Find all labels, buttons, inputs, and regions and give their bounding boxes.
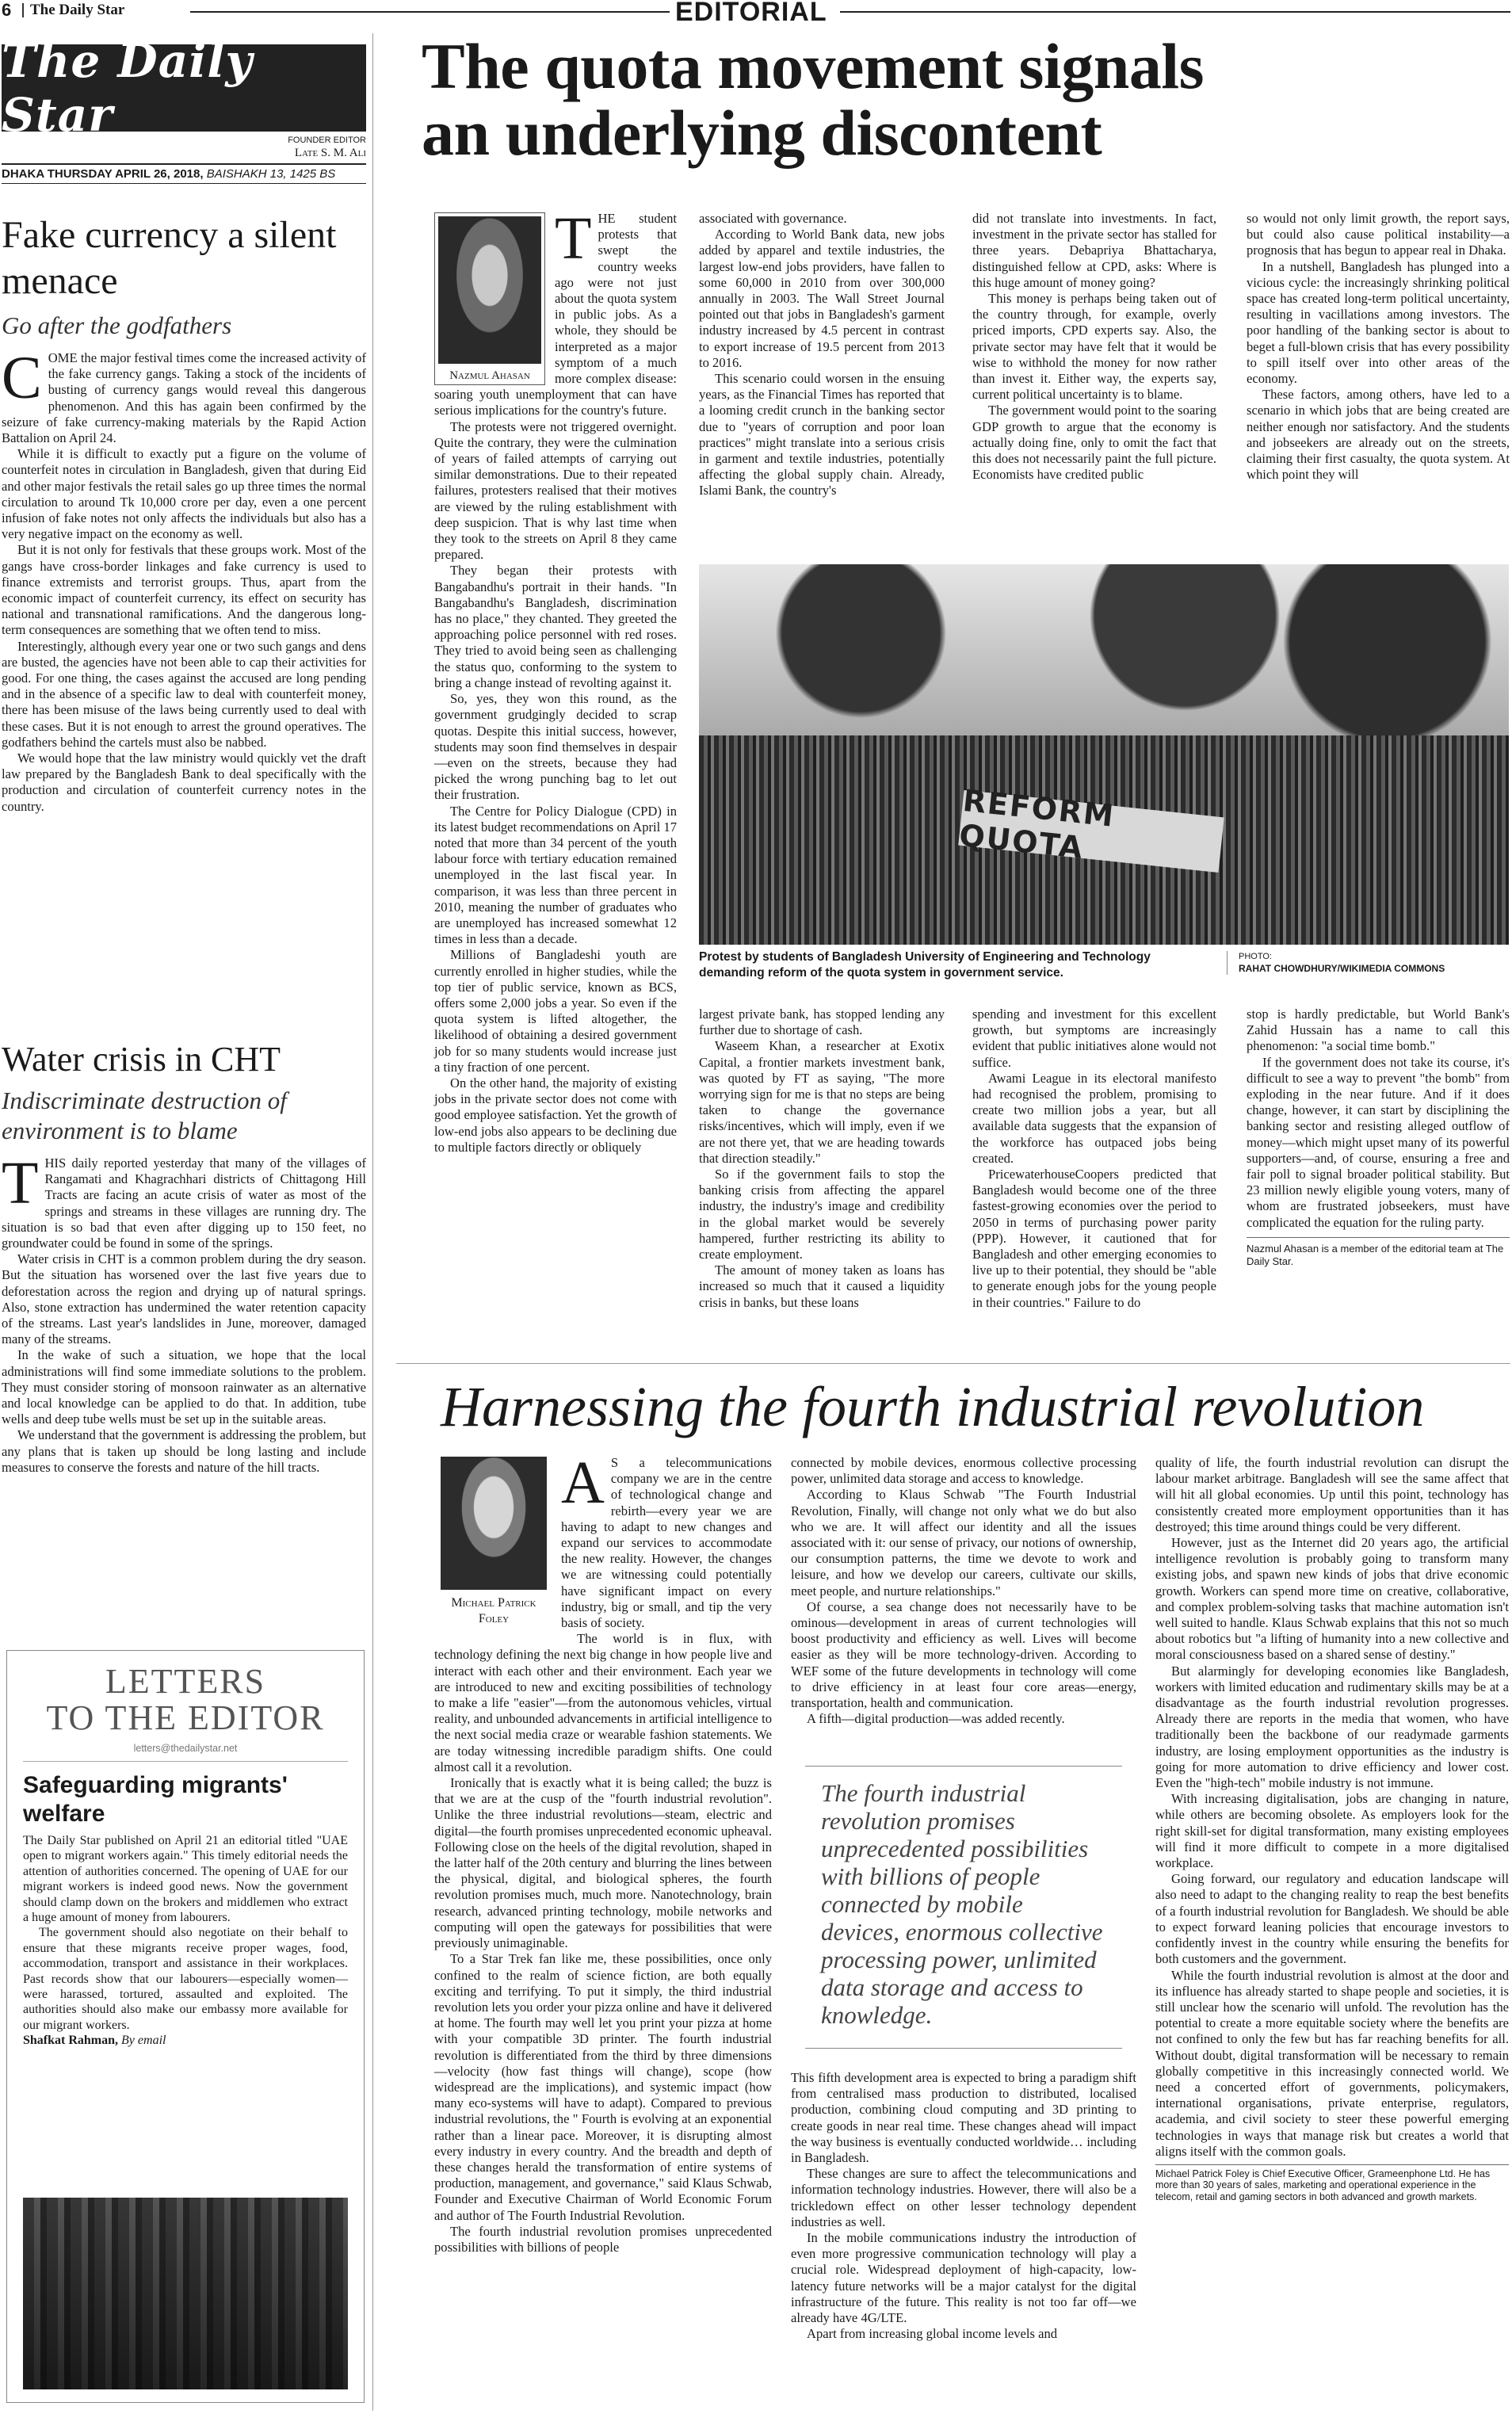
paragraph: The protests were not triggered overnight. Quite the contrary, they were the culmination of years of failed attempts of carrying out similar demonstrations. Due to their repeated failures, protesters realised that their motives are viewed by the ruling establishment with deep suspicion. That is why last time when they took to the streets on April 8 they came prepared. xyxy=(434,418,677,563)
editorial-fake-currency xyxy=(2,212,366,815)
dropcap: C xyxy=(2,345,42,411)
paragraph: This money is perhaps being taken out of the country through, for example, overly priced imports, CPD experts say. Also, the private sector may have felt that it would be wise to withhold the money for now rather than invest it. Either way, the experts say, current political uncertainty is to blame. xyxy=(972,291,1216,403)
paragraph: so would not only limit growth, the report says, but could also cause political instability—a prognosis that has begun to appear real in Dhaka. xyxy=(1247,211,1510,258)
article1-headline xyxy=(422,30,1507,169)
masthead-logo-text: The Daily Star xyxy=(2,34,254,142)
paragraph: Of course, a sea change does not necessarily have to be ominous—development in areas of current technologies will boost productivity and efficiency as well. Lives will become easier as they will be more technology-driven. According to WEF some of the future developments in technology will come to drive efficiency in at least four core areas—energy, transportation, health and communication. xyxy=(791,1599,1136,1711)
page-header-paper-name: The Daily Star xyxy=(30,2,125,18)
paragraph: In the mobile communications industry the introduction of even more progressive communication technology will play a crucial role. Widespread deployment of high-capacity, low-latency future networks will be a major catalyst for the digital infrastructure of the future. This reality is not too far off—we already have 4G/LTE. xyxy=(791,2230,1136,2326)
bio-text: Michael Patrick Foley is Chief Executive Officer, Grameenphone Ltd. He has more than 30 years of sales, marketing and operational experience in the telecom, retail and gaming sectors in both advanced and growth markets. xyxy=(1155,2168,1491,2202)
article1-col4-bottom xyxy=(1247,1006,1510,1268)
article1-col3-bottom xyxy=(972,1006,1216,1311)
pull-quote-text: The fourth industrial revolution promises unprecedented possibilities with billions of people connected by mobile devices, enormous collective processing power, unlimited data storage and access to knowledge. xyxy=(821,1779,1103,2029)
page-header-rule-right xyxy=(840,11,1510,13)
paragraph: We would hope that the law ministry would quickly vet the draft law prepared by the Bangladesh Bank to deal specifically with the production and circulation of counterfeit currency notes in the country. xyxy=(2,751,366,814)
editorial-title: Fake currency a silent menace xyxy=(2,214,337,302)
bio-text: Nazmul Ahasan is a member of the editorial team at The Daily Star. xyxy=(1247,1242,1504,1267)
dropcap: A xyxy=(561,1450,605,1516)
paragraph: HE student protests that swept the country weeks ago were not just about the quota system in public jobs. As a whole, they should be interpreted as a major symptom of a much more complex disease: soaring youth unemployment that can have serious implications for the country's future. xyxy=(434,211,677,418)
author-name-line2: Foley xyxy=(478,1612,510,1625)
column-divider xyxy=(372,33,373,2411)
paragraph: A fifth—digital production—was added recently. xyxy=(807,1711,1065,1727)
dateline: DHAKA THURSDAY APRIL 26, 2018, xyxy=(2,167,204,181)
editorial-subtitle: Indiscriminate destruction of environment is to blame xyxy=(2,1087,287,1144)
paragraph: They began their protests with Bangabandhu's portrait in their hands. "In Bangabandhu's Bangladesh, discrimination has no place," they chanted. They greeted the approaching police personnel with red roses. They tried to avoid being seen as challenging the status quo, conforming to the system to bring a change instead of revolting against it. xyxy=(434,563,677,690)
article1-col3 xyxy=(972,211,1216,483)
letter-signature xyxy=(23,2033,348,2048)
paragraph: Water crisis in CHT is a common problem during the dry season. But the situation has worsened over the last five years due to deforestation across the region and drying up of natural springs. Also, stone extraction has undermined the water retention capacity of the streams. Last year's landslides in June, moreover, damaged many of the streams. xyxy=(2,1251,366,1347)
paragraph: These changes are sure to affect the telecommunications and information technology industries. However, there will also be a trickledown effect on other lesser technology dependent industries as well. xyxy=(791,2166,1136,2229)
paragraph: In a nutshell, Bangladesh has plunged into a vicious cycle: the increasingly shrinking political space has created long-term political uncertainty, resulting in vacillations among investors. The poor handling of the banking sector is about to beget a full-blown crisis that has every possibility to spill itself over into other areas of the economy. xyxy=(1247,258,1510,387)
page-header-divider xyxy=(22,3,24,17)
editorial-first-paragraph xyxy=(2,345,366,446)
paragraph: The Daily Star published on April 21 an editorial titled "UAE open to migrant workers again." This timely editorial needs the attention of authorities concerned. The opening of UAE for our migrant workers is indeed good news. Now the government should clamp down on the brokers and middlemen who extract a huge amount of money from labourers. xyxy=(23,1834,348,1925)
paragraph: spending and investment for this excellent growth, but symptoms are increasingly evident that public initiatives alone would not suffice. xyxy=(972,1006,1216,1070)
page-header xyxy=(0,0,1512,27)
paragraph: S a telecommunications company we are in the centre of technological change and rebirth—every year we are having to adapt to new changes and expand our services to accommodate the new reality. However, the changes we are witnessing could potentially have significant impact on every industry, big or small, and tip the very basis of society. xyxy=(561,1455,772,1631)
article1-col1 xyxy=(434,205,678,1155)
paragraph: To a Star Trek fan like me, these possibilities, once only confined to the realm of science fiction, are both equally exciting and terrifying. To put it simply, the third industrial revolution lets you order your pizza online and have it delivered at home. The fourth may well let you print your pizza at home with your compatible 3D printer. The fourth industrial revolution is differentiated from the third by three dimensions—velocity (how fast things will change), scope (how widespread are the implications), and systemic impact (how many eco-systems will have to adapt). Compared to previous industrial revolutions, the " Fourth is evolving at an exponential rather than a linear pace. Moreover, it is disrupting almost every industry in every country. And the breadth and depth of these changes herald the transformation of entire systems of production, management, and governance," said Klaus Schwab, Founder and Executive Chairman of World Economic Forum and author of The Fourth Industrial Revolution. xyxy=(434,1951,772,2223)
article2-col2 xyxy=(791,1455,1136,1727)
paragraph: While it is difficult to exactly put a figure on the volume of counterfeit notes in circulation in Bangladesh, given that during Eid and other major festivals the retail sales go up three times the normal circulation to around Tk 10,000 crore per day, even a one percent infusion of fake notes not only affects the individuals but also has a very negative impact on the economy as well. xyxy=(2,446,366,542)
photo-credit-block xyxy=(1227,951,1509,975)
paragraph: This fifth development area is expected to bring a paradigm shift from centralised mass production to distributed, localised production, combining cloud computing and 3D printing to create goods in near real time. These changes ahead will impact the way business is eventually conducted worldwide… including in Bangladesh. xyxy=(791,2070,1136,2166)
founder-name: Late S. M. Ali xyxy=(294,147,366,159)
article1-bio xyxy=(1247,1237,1510,1268)
paragraph: The government would point to the soaring GDP growth to argue that the economy is actually doing fine, only to omit the fact that this does not necessarily paint the full picture. Economists have credited public xyxy=(972,403,1216,483)
paragraph: The amount of money taken as loans has increased so much that it caused a liquidity crisis in banks, but these loans xyxy=(699,1262,945,1310)
paragraph: Millions of Bangladeshi youth are currently enrolled in higher studies, while the top tier of public service, known as BCS, offers some 2,000 jobs a year. So even if the quota system is lifted altogether, the likelihood of obtaining a desired government job for so many students would increase just a tiny fraction of one percent. xyxy=(434,947,677,1075)
letters-header-line2: TO THE EDITOR xyxy=(46,1698,325,1737)
photo-credit: RAHAT CHOWDHURY/WIKIMEDIA COMMONS xyxy=(1239,963,1445,974)
article-separator xyxy=(396,1363,1510,1364)
article2-col3 xyxy=(1155,1455,1509,2202)
headline-line: The quota movement signals xyxy=(422,30,1205,102)
paragraph: However, just as the Internet did 20 years ago, the artificial intelligence revolution is probably going to transform many existing jobs, and spawn new kinds of jobs that drive economic growth. Workers can spend more time on creative, collaborative, and complex problem-solving tasks that machine automation isn't well suited to handle. Klaus Schwab explains that this not so much about robotics but "a lifting of humanity into a new collective and moral consciousness based on a shared sense of destiny." xyxy=(1155,1535,1509,1663)
paragraph: Ironically that is exactly what it is being called; the buzz is that we are at the cusp of the "fourth industrial revolution". Unlike the three industrial revolutions—steam, electric and digital—the fourth promises unprecedented economic upheaval. Following close on the heels of the digital revolution, shaped in the latter half of the 20th century and blurring the lines between the physical, digital, and biological spheres, the fourth revolution promises much, much more. Nanotechnology, brain research, advanced printing technology, mobile networks and computing will open the gateways for possibilities that were previously unimaginable. xyxy=(434,1775,772,1951)
section-label: EDITORIAL xyxy=(675,0,827,27)
letter-body xyxy=(23,1833,348,2049)
paragraph: did not translate into investments. In fact, investment in the private sector has stalled for three years. Debapriya Bhattacharya, distinguished fellow at CPD, asks: Where is this huge amount of money going? xyxy=(972,211,1216,290)
protest-banner xyxy=(957,782,1224,873)
paragraph: connected by mobile devices, enormous collective processing power, unlimited data storage and access to knowledge. xyxy=(791,1455,1136,1487)
page-header-rule-left xyxy=(190,11,670,13)
paragraph: Waseem Khan, a researcher at Exotix Capital, a frontier markets investment bank, was quoted by FT as saying, "The more worrying sign for me is that no steps are being taken to change the governance risks/incentives, which will imply, even if we are not there yet, that we are heading towards that direction steadily." xyxy=(699,1038,945,1166)
letters-box xyxy=(6,1650,365,2403)
letter-title: Safeguarding migrants' welfare xyxy=(23,1772,288,1827)
article1-col2 xyxy=(699,211,945,499)
paragraph: This scenario could worsen in the ensuing years, as the Financial Times has reported that a looming credit crunch in the banking sector due to "years of corruption and poor loan practices" might translate into a serious crisis in garment and textile industries, potentially affecting the global supply chain. Already, Islami Bank, the country's xyxy=(699,371,945,498)
editorial-body xyxy=(2,345,366,815)
editorial-water-crisis xyxy=(2,1040,366,1476)
paragraph: According to Klaus Schwab "The Fourth Industrial Revolution, Finally, will change not only what we do but also who we are. It will affect our identity and all the issues associated with it: our sense of privacy, our notions of ownership, our consumption patterns, the time we devote to work and leisure, and how we develop our careers, cultivate our skills, meet people, and nurture relationships." xyxy=(791,1487,1136,1599)
dateline-bengali: BAISHAKH 13, 1425 BS xyxy=(206,167,336,181)
masthead xyxy=(2,34,366,184)
paragraph: Going forward, our regulatory and education landscape will also need to adapt to the changing reality to reap the best benefits of a fourth industrial revolution for Bangladesh. We should be able to expect forward leaning policies that encourage investors to confidently invest in the country while ensuring the benefits for both customers and the government. xyxy=(1155,1871,1509,1967)
author-name: Nazmul Ahasan xyxy=(449,369,530,382)
letter-signature-name: Shafkat Rahman, xyxy=(23,2034,119,2048)
author-name-line1: Michael Patrick xyxy=(451,1596,536,1610)
editorial-first-paragraph xyxy=(2,1150,366,1251)
paragraph: But it is not only for festivals that these groups work. Most of the gangs have cross-border linkages and fake currency is used to finance extremists and terrorist groups. Thus, apart from the economic impact of counterfeit currency, its effect on security has national and transnational ramifications. And the dangerous long-term consequences are something that we often tend to miss. xyxy=(2,542,366,638)
paragraph: HIS daily reported yesterday that many of the villages of Rangamati and Khagrachhari districts of Chittagong Hill Tracts are facing an acute crisis of water as most of the springs and streams in these villages are running dry. The situation is so bad that even after digging up to 150 feet, no groundwater could be found in some of the springs. xyxy=(2,1155,366,1251)
headline-line: an underlying discontent xyxy=(422,97,1102,169)
photo-caption: Protest by students of Bangladesh University of Engineering and Technology demanding reform of the quota system in government service. xyxy=(699,950,1151,980)
dropcap: T xyxy=(2,1150,39,1217)
photo-credit-label: PHOTO: xyxy=(1239,952,1272,961)
pull-quote xyxy=(805,1766,1122,2049)
article2-col2-bottom xyxy=(791,2070,1136,2342)
editorial-title: Water crisis in CHT xyxy=(2,1040,281,1079)
paragraph: Awami League in its electoral manifesto had recognised the problem, promising to create two million jobs a year, but all available data suggests that the expansion of the workforce has outpaced jobs being created. xyxy=(972,1070,1216,1166)
protest-banner-text: REFORM QUOTA xyxy=(957,782,1117,866)
paragraph: Apart from increasing global income levels and xyxy=(807,2326,1058,2342)
paragraph: If the government does not take its course, it's difficult to see a way to prevent "the bomb" from exploding in the near future. And if it does change, however, it can start by disciplining the banking sector and resisting alleged outflow of money—which might upset many of its powerful supporters—and, of course, ensuring a free and fair poll to signal broader political stability. But 23 million newly eligible young voters, many of whom are frustrated jobseekers, must have complicated the equation for the ruling party. xyxy=(1247,1054,1510,1230)
paragraph: The fourth industrial revolution promises unprecedented possibilities with billions of people xyxy=(434,2223,772,2255)
paragraph: stop is hardly predictable, but World Bank's Zahid Hussain has a name to call this phenomenon: "a social time bomb." xyxy=(1247,1006,1510,1054)
article2-col1 xyxy=(434,1450,772,2255)
paragraph: The world is in flux, with technology defining the next big change in how people live and interact with each other and their environment. Each year we are introduced to new and exciting possibilities of technology to make a life "easier"—from the autonomous vehicles, virtual reality, and unbounded advancements in artificial intelligence to the next social media craze or wearable fashion statements. We are today witnessing incredible paradigm shifts. One could almost call it a revolution. xyxy=(434,1631,772,1774)
paragraph: largest private bank, has stopped lending any further due to shortage of cash. xyxy=(699,1006,945,1038)
article2-headline: Harnessing the fourth industrial revolution xyxy=(441,1375,1425,1438)
paragraph: PricewaterhouseCoopers predicted that Bangladesh would become one of the three fastest-growing economies over the period to 2050 in terms of purchasing power parity (PPP). However, it cautioned that for Bangladesh and other emerging economies to live up to their potential, they should be "able to generate enough jobs for the young people in their countries." Failure to do xyxy=(972,1167,1216,1310)
paragraph: We understand that the government is addressing the problem, but any plans that is taken up should be long lasting and include measures to conserve the forests and nature of the hill tracts. xyxy=(2,1427,366,1475)
paragraph: In the wake of such a situation, we hope that the local administrations will find some immediate solutions to the problem. They must consider storing of monsoon rainwater as an alternative and local knowledge can be applied to do that. In addition, tube wells and deep tube wells must be set up in the suitable areas. xyxy=(2,1347,366,1427)
paragraph: The government should also negotiate on their behalf to ensure that these migrants receive proper wages, food, accommodation, transport and assistance in their workplaces. Past records show that our labourers—especially women—were harassed, tortured, assaulted and exploited. The authorities should also make our embassy more available for our migrant workers. xyxy=(23,1926,348,2032)
page-number: 6 xyxy=(2,0,12,20)
paragraph: But alarmingly for developing economies like Bangladesh, workers with limited education and rudimentary skills may be at a disadvantage as the fourth industrial revolution progresses. Already there are reports in the media that women, who have traditionally been the backbone of our readymade garments industry, are losing employment opportunities as the industry is going for more automation to drive efficiency and lower cost. Even the "high-tech" mobile industry is not immune. xyxy=(1155,1663,1509,1791)
paragraph: According to World Bank data, new jobs added by apparel and textile industries, the largest low-end jobs providers, have fallen to some 60,000 in 2010 from over 300,000 annually in 2003. The Wall Street Journal pointed out that jobs in Bangladesh's garment industry increased by 4.5 percent in contrast to export increase of 19.5 percent from 2013 to 2016. xyxy=(699,227,945,370)
paragraph: OME the major festival times come the increased activity of the fake currency gangs. Taking a stock of the incidents of busting of currency gangs would reveal this dangerous phenomenon. And this has again been confirmed by the seizure of fake currency-making materials by the Rapid Action Battalion on April 24. xyxy=(2,350,366,446)
dateline-bar xyxy=(2,163,366,184)
article2-bio xyxy=(1155,2164,1509,2203)
paragraph: So, yes, they won this round, as the government grudgingly decided to scrap quotas. Despite this initial success, however, students may soon find themselves in despair—even on the streets, because they had picked the wrong punching bag to let out their frustration. xyxy=(434,691,677,803)
paragraph: With increasing digitalisation, jobs are changing in nature, while others are becoming obsolete. As employers look for the right skill-set for digital transformation, many existing employees will find it more difficult to compete in a more digitalised workplace. xyxy=(1155,1791,1509,1871)
letter-signature-note: By email xyxy=(121,2034,166,2048)
paragraph: On the other hand, the majority of existing jobs in the private sector does not come with good employee satisfaction. Yet the growth of low-end jobs also appears to be declining due to multiple factors directly or obliquely xyxy=(434,1075,677,1155)
letters-photo xyxy=(23,2198,348,2389)
founder-label: FOUNDER EDITOR xyxy=(288,136,366,145)
editorial-subtitle: Go after the godfathers xyxy=(2,311,232,339)
letters-header xyxy=(23,1663,348,1762)
paragraph: These factors, among others, have led to a scenario in which jobs that are being created are neither enough nor satisfactory. And the students and jobseekers are already out on the streets, claiming their first casualty, the quota system. At which point they will xyxy=(1247,387,1510,483)
letters-email[interactable]: letters@thedailystar.net xyxy=(23,1743,348,1762)
paragraph: The Centre for Policy Dialogue (CPD) in its latest budget recommendations on April 17 noted that more than 34 percent of the youth labour force with tertiary education remained unemployed in the last fiscal year. In comparison, it was less than three percent in 2010, meaning the number of graduates who are unemployed has increased somewhat 12 times in less than a decade. xyxy=(434,803,678,947)
paragraph: associated with governance. xyxy=(699,211,847,226)
protest-photo xyxy=(699,564,1509,945)
paragraph: quality of life, the fourth industrial revolution can disrupt the labour market arbitrage. Bangladesh will see the same affect that will hit all global economies. Up until this point, technology has consistently created more employment opportunities than it has destroyed; this time around things could be very different. xyxy=(1155,1455,1509,1534)
editorial-body xyxy=(2,1150,366,1476)
protest-photo-trees xyxy=(699,564,1509,735)
article1-col4 xyxy=(1247,211,1510,483)
paragraph: Interestingly, although every year one or two such gangs and dens are busted, the agencies have not been able to cap their activities for good. For one thing, the cases against the accused are long pending and in the absence of a specific law to deal with counterfeit money, there has been misuse of the laws being currently used to deal with these cases. But it is not enough to arrest the ground operatives. The godfathers behind the cartels must also be nabbed. xyxy=(2,638,366,750)
dropcap: T xyxy=(555,205,592,272)
paragraph: While the fourth industrial revolution is almost at the door and its influence has already started to shape people and societies, it is still unclear how the scenario will unfold. The revolution has the potential to create a more equitable society where the benefits are not confined to only the few but has far reaching benefits for all. Without doubt, digital transformation will be necessary to remain globally competitive in this increasingly connected world. We need a concerted effort of governments, policymakers, international organisations, private enterprise, regulators, academia, and civil society to steer these powerful emerging technologies in ways that manage risk but creates a world that aligns itself with the common goals. xyxy=(1155,1967,1509,2159)
article1-col2-bottom xyxy=(699,1006,945,1311)
letters-header-line1: LETTERS xyxy=(105,1662,266,1701)
paragraph: So if the government fails to stop the banking crisis from affecting the apparel industry, the industry's image and credibility in the global market would be severely hampered, further restricting its ability to create employment. xyxy=(699,1167,945,1262)
